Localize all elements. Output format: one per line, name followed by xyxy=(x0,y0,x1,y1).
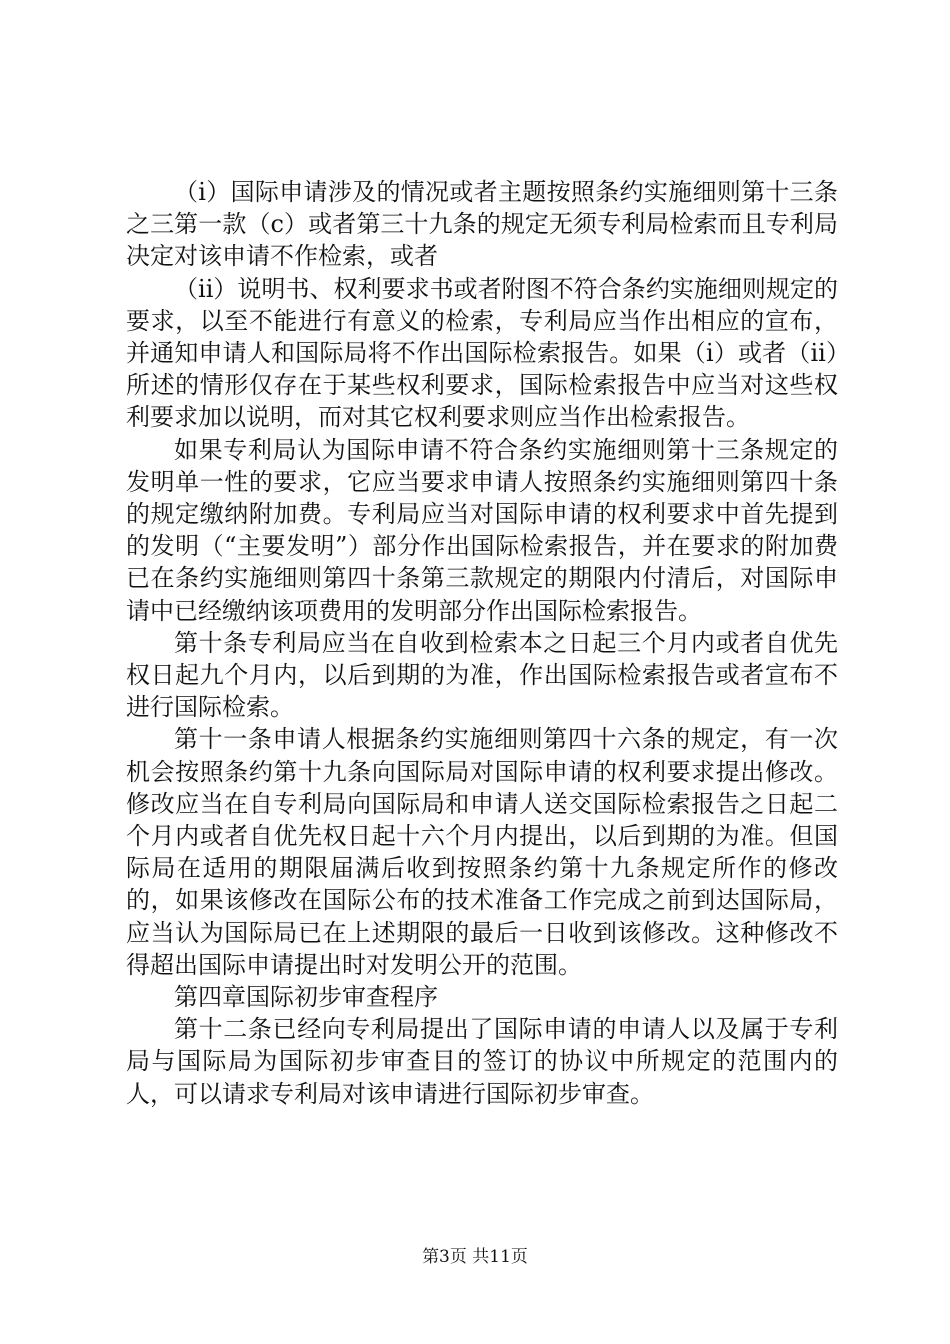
paragraph-item-i: （i）国际申请涉及的情况或者主题按照条约实施细则第十三条之三第一款（c）或者第三十九条的规定无须专利局检索而且专利局决定对该申请不作检索，或者 xyxy=(126,178,838,271)
paragraph-article-11: 第十一条申请人根据条约实施细则第四十六条的规定，有一次机会按照条约第十九条向国际局对国际申请的权利要求提出修改。修改应当在自专利局向国际局和申请人送交国际检索报告之日起二个月内或者自优先权日起十六个月内提出，以后到期的为准。但国际局在适用的期限届满后收到按照条约第十九条规定所作的修改的，如果该修改在国际公布的技术准备工作完成之前到达国际局，应当认为国际局已在上述期限的最后一日收到该修改。这种修改不得超出国际申请提出时对发明公开的范围。 xyxy=(126,725,838,979)
chapter-heading: 第四章国际初步审查程序 xyxy=(174,983,438,1012)
paragraph-unity-of-invention: 如果专利局认为国际申请不符合条约实施细则第十三条规定的发明单一性的要求，它应当要求申请人按照条约实施细则第四十条的规定缴纳附加费。专利局应当对国际申请的权利要求中首先提到的发明（“主要发明”）部分作出国际检索报告，并在要求的附加费已在条约实施细则第四十条第三款规定的期限内付清后，对国际申请中已经缴纳该项费用的发明部分作出国际检索报告。 xyxy=(126,435,838,625)
paragraph-article-12: 第十二条已经向专利局提出了国际申请的申请人以及属于专利局与国际局为国际初步审查目的签订的协议中所规定的范围内的人，可以请求专利局对该申请进行国际初步审查。 xyxy=(126,1015,838,1108)
page-number-footer: 第3页 共11页 xyxy=(422,1247,528,1267)
paragraph-item-ii: （ii）说明书、权利要求书或者附图不符合条约实施细则规定的要求，以至不能进行有意义的检索，专利局应当作出相应的宣布，并通知申请人和国际局将不作出国际检索报告。如果（i）或者（ii）所述的情形仅存在于某些权利要求，国际检索报告中应当对这些权利要求加以说明，而对其它权利要求则应当作出检索报告。 xyxy=(126,274,838,432)
paragraph-article-10: 第十条专利局应当在自收到检索本之日起三个月内或者自优先权日起九个月内，以后到期的为准，作出国际检索报告或者宣布不进行国际检索。 xyxy=(126,628,838,722)
document-body xyxy=(126,176,838,1110)
